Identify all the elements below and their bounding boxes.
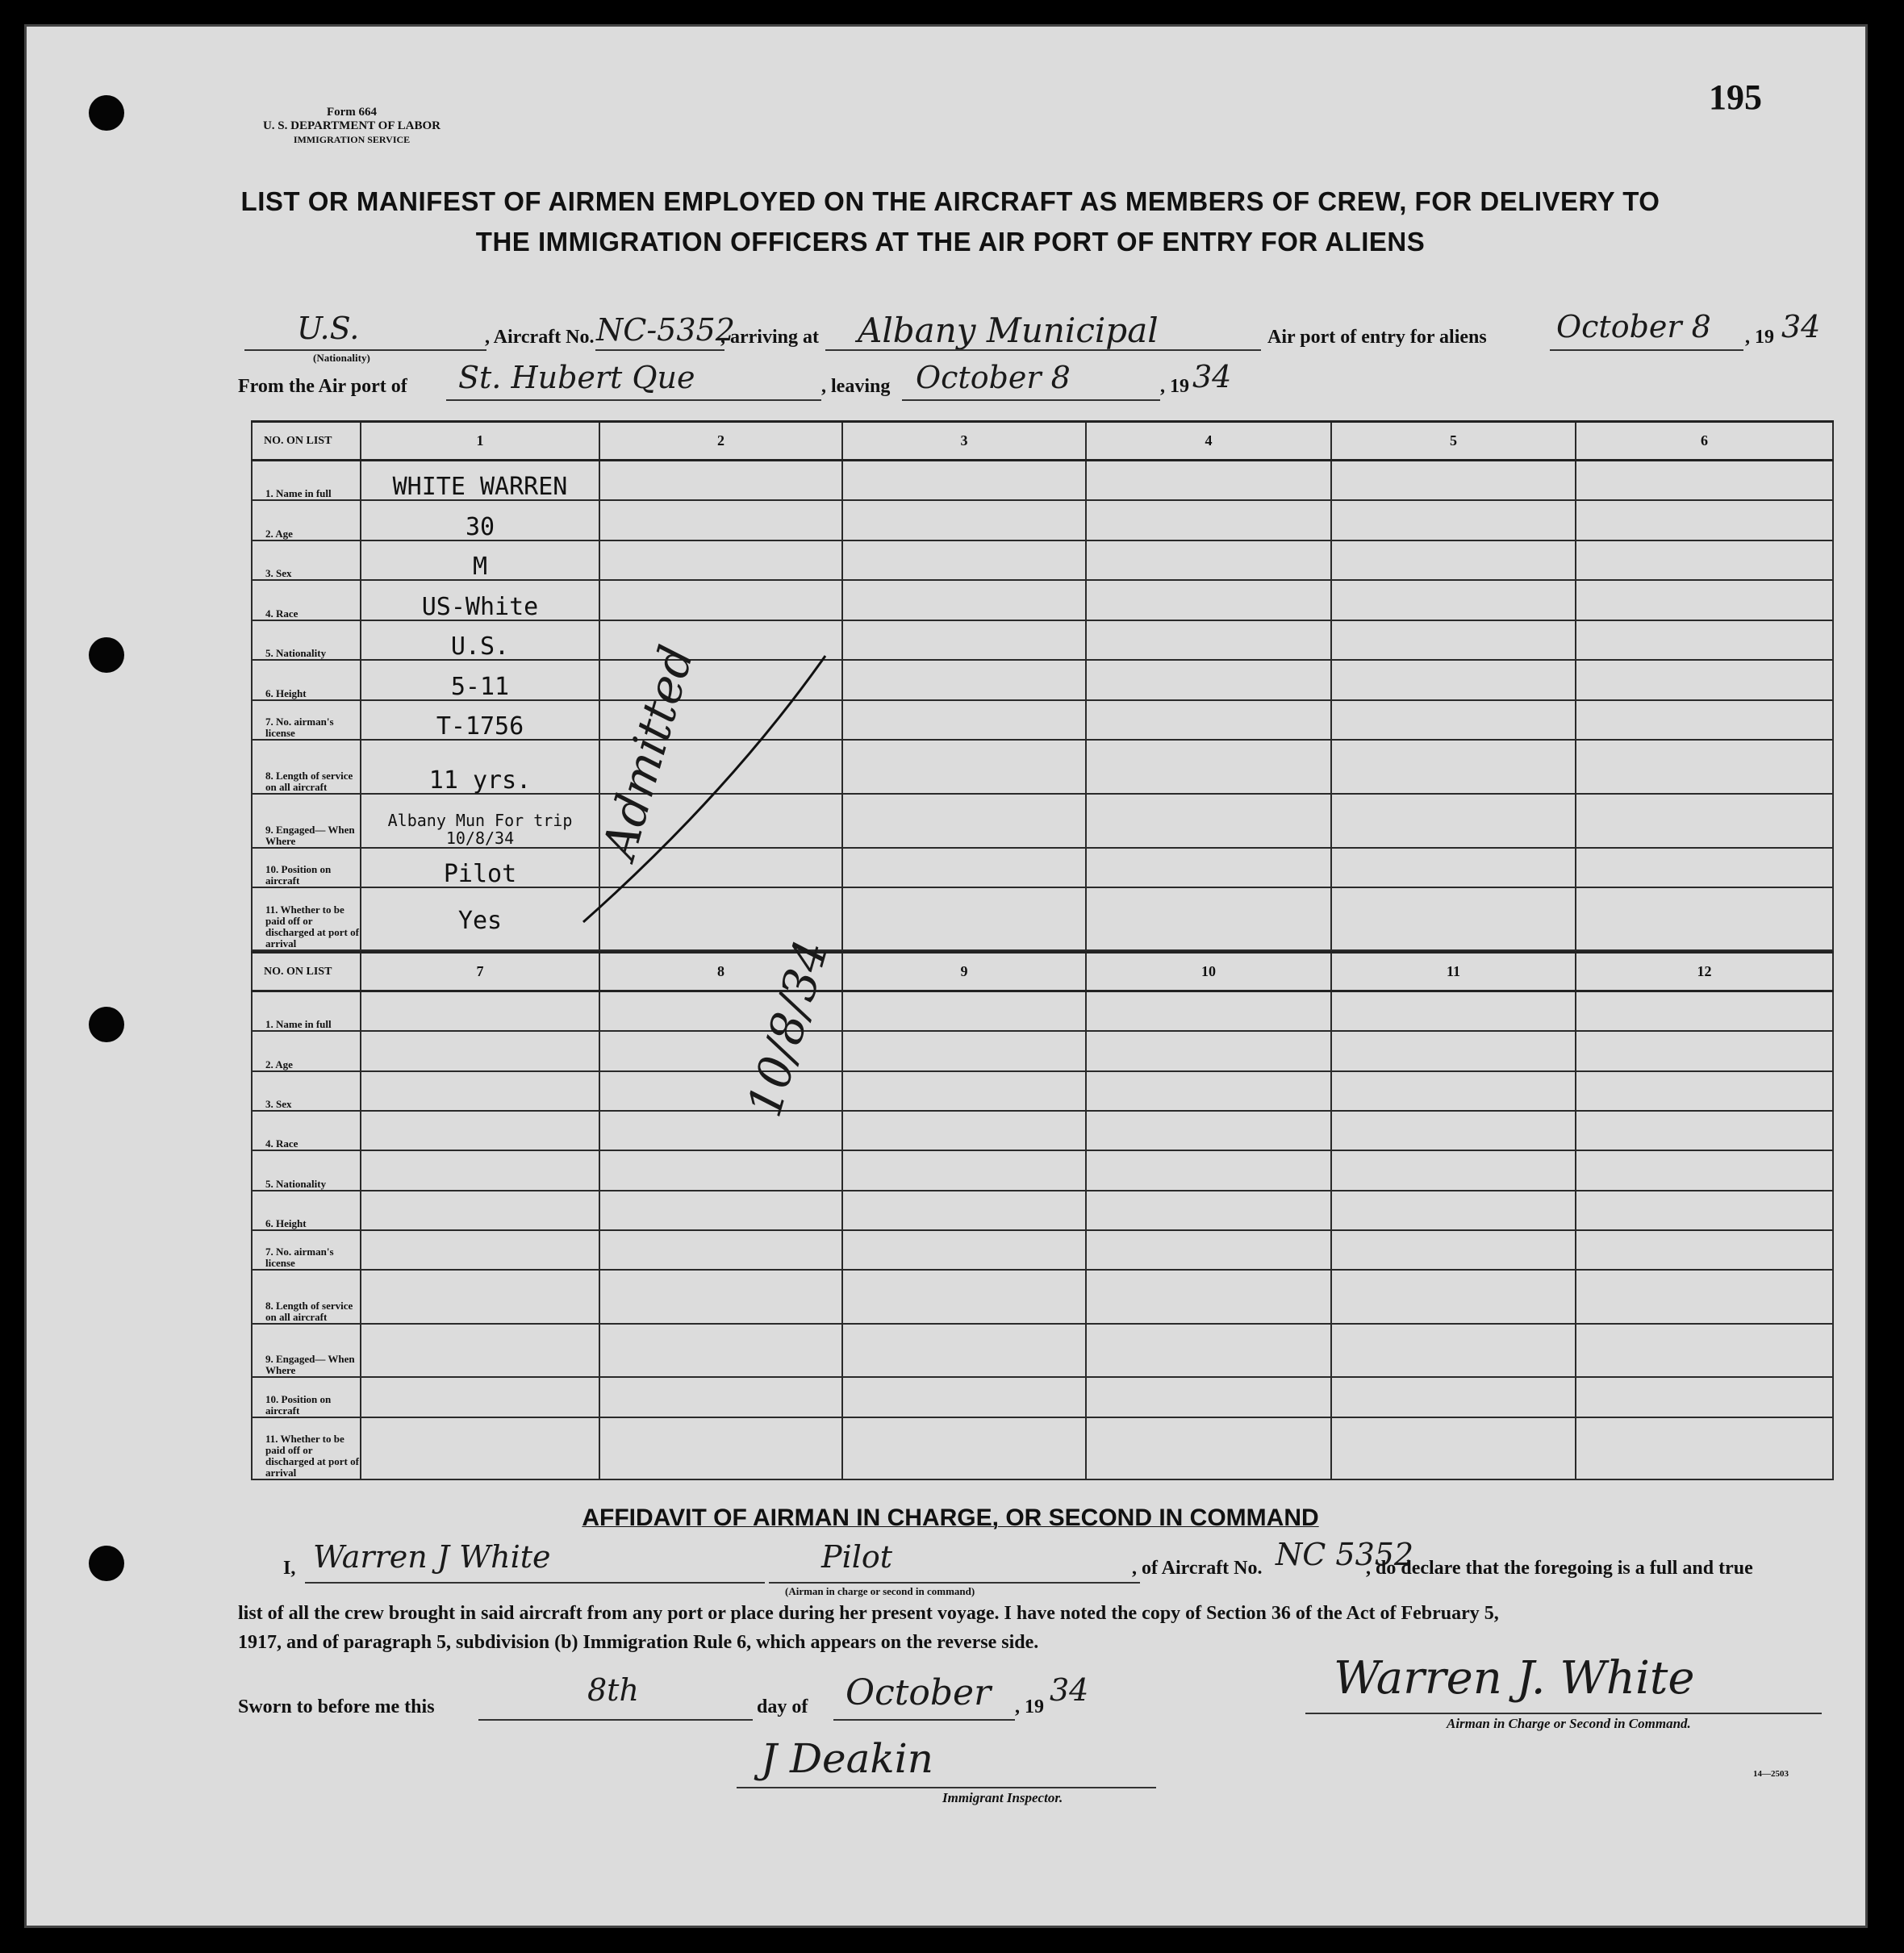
airman-caption: Airman in Charge or Second in Command. (1447, 1716, 1691, 1731)
crew1-name: WHITE WARREN (361, 461, 599, 501)
column-11-header: 11 (1331, 953, 1576, 991)
sworn-month-value: October (846, 1672, 992, 1713)
column-7-header: 7 (361, 953, 599, 991)
affidavit-aircraft-value: NC 5352 (1276, 1537, 1414, 1572)
page-number: 195 (1709, 77, 1762, 117)
column-10-header: 10 (1086, 953, 1331, 991)
affidavit-declare-text: , do declare that the foregoing is a full and true (1366, 1558, 1753, 1579)
row-label: 7. No. airman's license (252, 700, 361, 741)
affidavit-position-caption: (Airman in charge or second in command) (785, 1585, 975, 1597)
leaving-year-prefix: , 19 (1160, 376, 1189, 397)
crew1-license: T-1756 (361, 700, 599, 741)
no-on-list-header: NO. ON LIST (252, 953, 361, 991)
crew1-service-length: 11 yrs. (361, 740, 599, 794)
arrival-date-value: October 8 (1556, 309, 1711, 344)
column-3-header: 3 (842, 422, 1086, 461)
affidavit-title: AFFIDAVIT OF AIRMAN IN CHARGE, OR SECOND IN COMMAND (582, 1504, 1319, 1531)
row-label: 4. Race (252, 580, 361, 620)
service-name: IMMIGRATION SERVICE (293, 134, 411, 145)
binder-hole-icon (89, 1007, 124, 1042)
inspector-signature: J Deakin (761, 1735, 933, 1782)
row-label: 9. Engaged— When Where (252, 1324, 361, 1378)
crew1-engaged: Albany Mun For trip 10/8/34 (361, 794, 599, 848)
arrival-year-value: 34 (1781, 309, 1821, 344)
department-name: U. S. DEPARTMENT OF LABOR (262, 119, 441, 132)
row-label: 6. Height (252, 660, 361, 700)
aircraft-label: , Aircraft No. (485, 327, 595, 348)
airman-signature: Warren J. White (1334, 1652, 1695, 1705)
aircraft-value: NC-5352 (596, 312, 735, 348)
row-label: 1. Name in full (252, 991, 361, 1031)
leaving-year-value: 34 (1192, 359, 1232, 394)
leaving-date-value: October 8 (916, 360, 1071, 395)
affidavit-name-value: Warren J White (313, 1539, 551, 1575)
row-label: 1. Name in full (252, 461, 361, 501)
from-airport-value: St. Hubert Que (458, 360, 695, 395)
arriving-label: , arriving at (720, 327, 819, 348)
crew1-sex: M (361, 540, 599, 581)
affidavit-position-value: Pilot (821, 1539, 893, 1575)
binder-hole-icon (89, 1546, 124, 1581)
sworn-year-prefix: , 19 (1015, 1696, 1044, 1717)
row-label: 5. Nationality (252, 620, 361, 661)
crew1-nationality: U.S. (361, 620, 599, 661)
row-label: 8. Length of service on all aircraft (252, 1270, 361, 1324)
binder-hole-icon (89, 637, 124, 673)
column-5-header: 5 (1331, 422, 1576, 461)
row-label: 6. Height (252, 1191, 361, 1230)
column-9-header: 9 (842, 953, 1086, 991)
form-number: Form 664 (326, 106, 378, 119)
column-12-header: 12 (1576, 953, 1833, 991)
row-label: 3. Sex (252, 1071, 361, 1111)
row-label: 3. Sex (252, 540, 361, 581)
affidavit-aircraft-label: , of Aircraft No. (1132, 1558, 1263, 1579)
row-label: 2. Age (252, 1031, 361, 1070)
column-6-header: 6 (1576, 422, 1833, 461)
row-label: 9. Engaged— When Where (252, 794, 361, 848)
column-4-header: 4 (1086, 422, 1331, 461)
arrival-year-prefix: , 19 (1745, 327, 1774, 348)
airport-entry-label: Air port of entry for aliens (1267, 327, 1487, 348)
row-label: 2. Age (252, 500, 361, 540)
row-label: 11. Whether to be paid off or discharged at port of arrival (252, 1417, 361, 1479)
affidavit-line3: 1917, and of paragraph 5, subdivision (b) Immigration Rule 6, which appears on the reverse side. (238, 1632, 1039, 1653)
nationality-caption: (Nationality) (313, 352, 370, 364)
sworn-label: Sworn to before me this (238, 1696, 435, 1717)
crew1-age: 30 (361, 500, 599, 540)
column-8-header: 8 (599, 953, 842, 991)
nationality-value: U.S. (297, 311, 360, 346)
manifest-sheet (24, 24, 1868, 1928)
print-code: 14—2503 (1753, 1769, 1789, 1779)
from-airport-label: From the Air port of (238, 376, 407, 397)
binder-hole-icon (89, 95, 124, 131)
admitted-line2: 10/8/34 (737, 934, 839, 1123)
row-label: 7. No. airman's license (252, 1230, 361, 1270)
affidavit-i-label: I, (283, 1558, 296, 1579)
row-label: 4. Race (252, 1111, 361, 1150)
row-label: 10. Position on aircraft (252, 848, 361, 888)
form-title-line2: THE IMMIGRATION OFFICERS AT THE AIR PORT OF ENTRY FOR ALIENS (475, 227, 1426, 257)
sworn-day-value: 8th (587, 1672, 639, 1708)
crew1-height: 5-11 (361, 660, 599, 700)
day-of-label: day of (757, 1696, 808, 1717)
inspector-caption: Immigrant Inspector. (942, 1790, 1063, 1805)
row-label: 5. Nationality (252, 1150, 361, 1190)
row-label: 8. Length of service on all aircraft (252, 740, 361, 794)
sworn-year-value: 34 (1050, 1672, 1089, 1708)
crew1-paid-off: Yes (361, 887, 599, 950)
row-label: 10. Position on aircraft (252, 1377, 361, 1417)
crew1-race: US-White (361, 580, 599, 620)
column-2-header: 2 (599, 422, 842, 461)
row-label: 11. Whether to be paid off or discharged at port of arrival (252, 887, 361, 950)
leaving-label: , leaving (821, 376, 891, 397)
arriving-value: Albany Municipal (858, 311, 1159, 350)
admitted-line1: Admitted (591, 639, 704, 865)
crew1-position: Pilot (361, 848, 599, 888)
no-on-list-header: NO. ON LIST (252, 422, 361, 461)
column-1-header: 1 (361, 422, 599, 461)
form-title-line1: LIST OR MANIFEST OF AIRMEN EMPLOYED ON THE AIRCRAFT AS MEMBERS OF CREW, FOR DELIVERY TO (240, 186, 1660, 216)
affidavit-line2: list of all the crew brought in said aircraft from any port or place during her present voyage. I have noted the copy of Section 36 of the Act of February 5, (238, 1603, 1499, 1624)
